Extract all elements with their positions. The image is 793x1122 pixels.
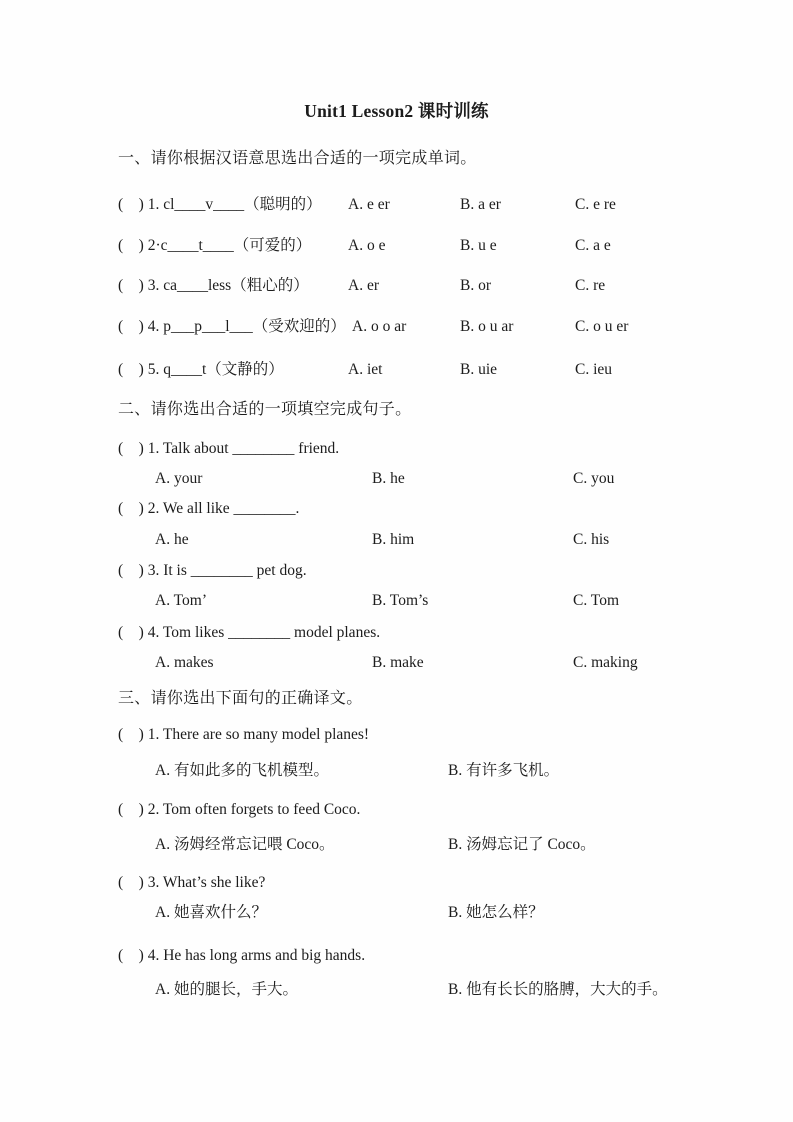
- s1-item2-question: ( ) 2·c____t____（可爱的）: [118, 237, 312, 254]
- s1-item1-option-b: B. a er: [460, 196, 501, 213]
- s2-item3-question: ( ) 3. It is ________ pet dog.: [118, 562, 307, 579]
- s3-item2-option-a: A. 汤姆经常忘记喂 Coco。: [155, 836, 335, 853]
- s1-item2-option-c: C. a e: [575, 237, 611, 254]
- s2-item2-option-a: A. he: [155, 531, 189, 548]
- s1-item3-question: ( ) 3. ca____less（粗心的）: [118, 277, 309, 294]
- s1-item1-question: ( ) 1. cl____v____（聪明的）: [118, 196, 322, 213]
- s2-item2-question: ( ) 2. We all like ________.: [118, 500, 300, 517]
- s2-item1-question: ( ) 1. Talk about ________ friend.: [118, 440, 340, 457]
- s1-item5-option-a: A. iet: [348, 361, 383, 378]
- section-2-heading: 二、请你选出合适的一项填空完成句子。: [118, 401, 412, 418]
- s1-item3-option-c: C. re: [575, 277, 606, 294]
- s2-item3-option-a: A. Tom’: [155, 592, 208, 609]
- s1-item4-option-c: C. o u er: [575, 318, 629, 335]
- s1-item1-option-c: C. e re: [575, 196, 616, 213]
- s1-item2-option-a: A. o e: [348, 237, 386, 254]
- s1-item2-option-b: B. u e: [460, 237, 497, 254]
- s2-item4-option-a: A. makes: [155, 654, 214, 671]
- s2-item1-option-c: C. you: [573, 470, 615, 487]
- s3-item1-question: ( ) 1. There are so many model planes!: [118, 726, 370, 743]
- s3-item4-option-b: B. 他有长长的胳膊，大大的手。: [448, 981, 668, 998]
- s2-item1-option-a: A. your: [155, 470, 203, 487]
- s2-item3-option-c: C. Tom: [573, 592, 620, 609]
- s3-item3-question: ( ) 3. What’s she like?: [118, 874, 266, 891]
- section-1-heading: 一、请你根据汉语意思选出合适的一项完成单词。: [118, 150, 477, 167]
- s2-item2-option-c: C. his: [573, 531, 610, 548]
- s1-item5-option-b: B. uie: [460, 361, 498, 378]
- s2-item3-option-b: B. Tom’s: [372, 592, 429, 609]
- s1-item4-question: ( ) 4. p___p___l___（受欢迎的）: [118, 318, 346, 335]
- s2-item2-option-b: B. him: [372, 531, 415, 548]
- s3-item2-option-b: B. 汤姆忘记了 Coco。: [448, 836, 596, 853]
- s2-item4-option-b: B. make: [372, 654, 424, 671]
- s1-item4-option-a: A. o o ar: [352, 318, 407, 335]
- s1-item3-option-a: A. er: [348, 277, 379, 294]
- s3-item4-question: ( ) 4. He has long arms and big hands.: [118, 947, 366, 964]
- s1-item5-question: ( ) 5. q____t（文静的）: [118, 361, 284, 378]
- s1-item4-option-b: B. o u ar: [460, 318, 514, 335]
- s2-item4-question: ( ) 4. Tom likes ________ model planes.: [118, 624, 381, 641]
- s3-item3-option-a: A. 她喜欢什么？: [155, 904, 267, 921]
- s3-item1-option-b: B. 有许多飞机。: [448, 762, 560, 779]
- worksheet-title: Unit1 Lesson2 课时训练: [304, 101, 489, 121]
- s2-item1-option-b: B. he: [372, 470, 405, 487]
- s3-item2-question: ( ) 2. Tom often forgets to feed Coco.: [118, 801, 361, 818]
- s1-item3-option-b: B. or: [460, 277, 491, 294]
- s3-item1-option-a: A. 有如此多的飞机模型。: [155, 762, 329, 779]
- s1-item5-option-c: C. ieu: [575, 361, 613, 378]
- section-3-heading: 三、请你选出下面句的正确译文。: [118, 690, 363, 707]
- s2-item4-option-c: C. making: [573, 654, 638, 671]
- s1-item1-option-a: A. e er: [348, 196, 390, 213]
- s3-item4-option-a: A. 她的腿长，手大。: [155, 981, 298, 998]
- s3-item3-option-b: B. 她怎么样？: [448, 904, 544, 921]
